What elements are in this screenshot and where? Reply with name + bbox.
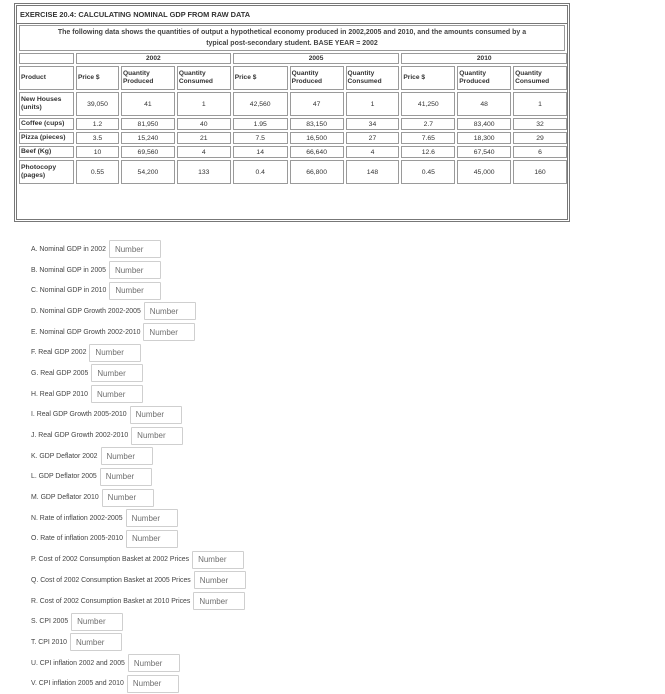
table-cell: 21 xyxy=(177,132,231,144)
table-cell: 1 xyxy=(346,92,400,116)
answer-input[interactable] xyxy=(194,571,246,589)
table-cell: 133 xyxy=(177,160,231,184)
product-name: Beef (Kg) xyxy=(19,146,74,158)
table-cell: 7.65 xyxy=(401,132,455,144)
question-label: G. Real GDP 2005 xyxy=(31,369,89,377)
column-header-row xyxy=(19,66,567,90)
exercise-description xyxy=(19,25,565,51)
question-row xyxy=(31,467,246,488)
table-cell: 32 xyxy=(513,118,567,130)
table-cell: 4 xyxy=(177,146,231,158)
table-cell: 48 xyxy=(457,92,511,116)
table-row xyxy=(19,118,567,130)
answer-input[interactable] xyxy=(126,530,178,548)
product-name: Coffee (cups) xyxy=(19,118,74,130)
exercise-title: EXERCISE 20.4: CALCULATING NOMINAL GDP FROM RAW DATA xyxy=(17,6,567,24)
table-cell: 0.55 xyxy=(76,160,119,184)
table-cell: 4 xyxy=(346,146,400,158)
table-cell: 14 xyxy=(233,146,288,158)
question-row xyxy=(31,611,246,632)
question-row xyxy=(31,570,246,591)
price-header: Price $ xyxy=(233,66,288,90)
year-header-row xyxy=(19,53,567,64)
year-2010-header: 2010 xyxy=(401,53,567,64)
description-line-2: typical post-secondary student. BASE YEAR = 2002 xyxy=(206,39,378,47)
answer-input[interactable] xyxy=(89,344,141,362)
question-row xyxy=(31,632,246,653)
question-label: N. Rate of inflation 2002-2005 xyxy=(31,514,123,522)
answer-input[interactable] xyxy=(131,427,183,445)
question-row xyxy=(31,384,246,405)
price-header: Price $ xyxy=(401,66,455,90)
product-name: New Houses (units) xyxy=(19,92,74,116)
answer-input[interactable] xyxy=(109,261,161,279)
question-row xyxy=(31,301,246,322)
year-header-blank xyxy=(19,53,74,64)
answer-input[interactable] xyxy=(109,282,161,300)
table-cell: 83,400 xyxy=(457,118,511,130)
question-label: V. CPI inflation 2005 and 2010 xyxy=(31,680,124,688)
table-cell: 29 xyxy=(513,132,567,144)
question-label: J. Real GDP Growth 2002-2010 xyxy=(31,432,129,440)
year-2005-header: 2005 xyxy=(233,53,400,64)
table-cell: 69,560 xyxy=(121,146,175,158)
answer-input[interactable] xyxy=(192,551,244,569)
question-label: D. Nominal GDP Growth 2002-2005 xyxy=(31,307,141,315)
answer-input[interactable] xyxy=(193,592,245,610)
question-row xyxy=(31,322,246,343)
description-line-1: The following data shows the quantities of output a hypothetical economy produced in 2002,2005 and 2010, and the amounts consumed by a xyxy=(57,29,527,36)
table-cell: 66,640 xyxy=(290,146,344,158)
question-row xyxy=(31,673,246,694)
table-cell: 45,000 xyxy=(457,160,511,184)
question-label: U. CPI inflation 2002 and 2005 xyxy=(31,659,125,667)
table-cell: 40 xyxy=(177,118,231,130)
table-cell: 160 xyxy=(513,160,567,184)
price-header: Price $ xyxy=(76,66,119,90)
question-label: H. Real GDP 2010 xyxy=(31,390,88,398)
question-label: A. Nominal GDP in 2002 xyxy=(31,245,106,253)
question-label: Q. Cost of 2002 Consumption Basket at 2005 Prices xyxy=(31,576,191,584)
question-row xyxy=(31,342,246,363)
table-cell: 148 xyxy=(346,160,400,184)
table-cell: 1 xyxy=(177,92,231,116)
question-row xyxy=(31,487,246,508)
table-cell: 47 xyxy=(290,92,344,116)
question-label: E. Nominal GDP Growth 2002-2010 xyxy=(31,328,141,336)
answer-input[interactable] xyxy=(144,302,196,320)
answer-input[interactable] xyxy=(91,385,143,403)
question-row xyxy=(31,239,246,260)
table-cell: 7.5 xyxy=(233,132,288,144)
exercise-inner xyxy=(16,5,568,220)
answer-input[interactable] xyxy=(126,509,178,527)
question-label: K. GDP Deflator 2002 xyxy=(31,452,98,460)
table-cell: 42,560 xyxy=(233,92,288,116)
answer-input[interactable] xyxy=(100,468,152,486)
question-label: T. CPI 2010 xyxy=(31,638,68,646)
question-row xyxy=(31,653,246,674)
table-cell: 10 xyxy=(76,146,119,158)
answer-input[interactable] xyxy=(127,675,179,693)
qty-produced-header: Quantity Produced xyxy=(457,66,511,90)
question-row xyxy=(31,508,246,529)
table-cell: 12.6 xyxy=(401,146,455,158)
answer-input[interactable] xyxy=(71,613,123,631)
question-row xyxy=(31,446,246,467)
table-cell: 39,050 xyxy=(76,92,119,116)
answer-input[interactable] xyxy=(102,489,154,507)
data-table xyxy=(17,51,569,186)
question-row xyxy=(31,529,246,550)
table-cell: 66,800 xyxy=(290,160,344,184)
answer-input[interactable] xyxy=(101,447,153,465)
qty-produced-header: Quantity Produced xyxy=(121,66,175,90)
table-cell: 6 xyxy=(513,146,567,158)
question-label: I. Real GDP Growth 2005-2010 xyxy=(31,411,127,419)
table-cell: 1.2 xyxy=(76,118,119,130)
question-row xyxy=(31,549,246,570)
table-cell: 34 xyxy=(346,118,400,130)
product-name: Photocopy (pages) xyxy=(19,160,74,184)
table-cell: 81,950 xyxy=(121,118,175,130)
table-row xyxy=(19,160,567,184)
table-cell: 41,250 xyxy=(401,92,455,116)
table-cell: 1 xyxy=(513,92,567,116)
question-row xyxy=(31,405,246,426)
table-cell: 54,200 xyxy=(121,160,175,184)
table-cell: 3.5 xyxy=(76,132,119,144)
question-row xyxy=(31,280,246,301)
table-row xyxy=(19,132,567,144)
question-label: S. CPI 2005 xyxy=(31,618,69,626)
table-cell: 16,500 xyxy=(290,132,344,144)
question-row xyxy=(31,260,246,281)
qty-consumed-header: Quantity Consumed xyxy=(513,66,567,90)
answer-input[interactable] xyxy=(128,654,180,672)
answer-input[interactable] xyxy=(91,364,143,382)
question-label: M. GDP Deflator 2010 xyxy=(31,494,99,502)
table-cell: 2.7 xyxy=(401,118,455,130)
year-2002-header: 2002 xyxy=(76,53,231,64)
answer-input[interactable] xyxy=(70,633,122,651)
qty-consumed-header: Quantity Consumed xyxy=(346,66,400,90)
qty-produced-header: Quantity Produced xyxy=(290,66,344,90)
question-list xyxy=(31,239,246,694)
question-label: P. Cost of 2002 Consumption Basket at 2002 Prices xyxy=(31,556,190,564)
answer-input[interactable] xyxy=(143,323,195,341)
question-row xyxy=(31,363,246,384)
table-cell: 0.4 xyxy=(233,160,288,184)
question-label: F. Real GDP 2002 xyxy=(31,349,87,357)
table-row xyxy=(19,92,567,116)
question-label: B. Nominal GDP in 2005 xyxy=(31,266,106,274)
table-cell: 27 xyxy=(346,132,400,144)
question-label: R. Cost of 2002 Consumption Basket at 2010 Prices xyxy=(31,597,191,605)
table-cell: 83,150 xyxy=(290,118,344,130)
question-label: C. Nominal GDP in 2010 xyxy=(31,287,107,295)
table-cell: 18,300 xyxy=(457,132,511,144)
table-cell: 67,540 xyxy=(457,146,511,158)
question-row xyxy=(31,425,246,446)
answer-input[interactable] xyxy=(130,406,182,424)
table-row xyxy=(19,146,567,158)
question-label: O. Rate of inflation 2005-2010 xyxy=(31,535,123,543)
qty-consumed-header: Quantity Consumed xyxy=(177,66,231,90)
answer-input[interactable] xyxy=(109,240,161,258)
table-cell: 0.45 xyxy=(401,160,455,184)
exercise-frame xyxy=(14,3,570,222)
question-label: L. GDP Deflator 2005 xyxy=(31,473,97,481)
product-name: Pizza (pieces) xyxy=(19,132,74,144)
question-row xyxy=(31,591,246,612)
table-cell: 41 xyxy=(121,92,175,116)
table-cell: 15,240 xyxy=(121,132,175,144)
product-header: Product xyxy=(19,66,74,90)
table-cell: 1.95 xyxy=(233,118,288,130)
